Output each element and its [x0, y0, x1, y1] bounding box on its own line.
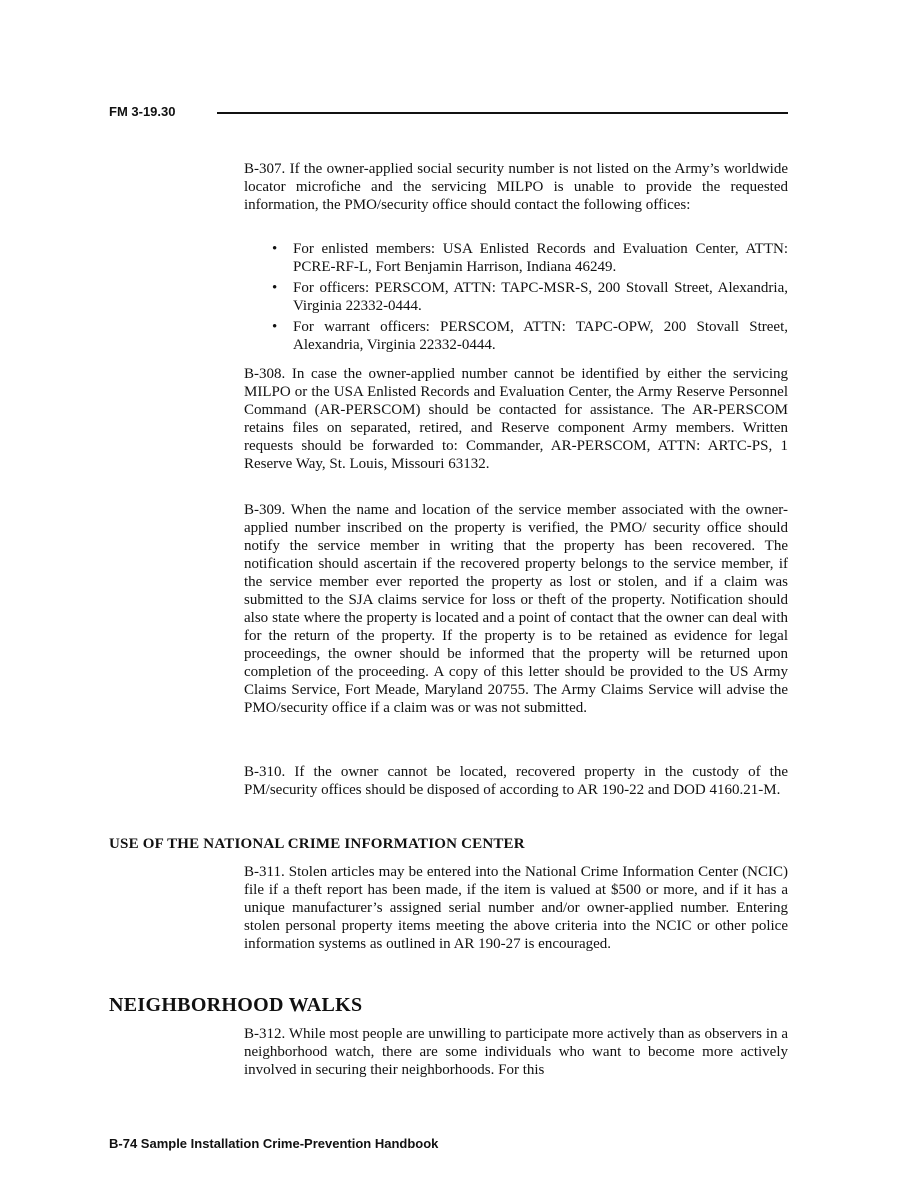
bullet-icon: •: [272, 241, 278, 257]
paragraph-b307: [244, 160, 788, 214]
paragraph-b312: [244, 1025, 788, 1079]
bullet-icon: •: [272, 319, 278, 335]
paragraph-b308: [244, 365, 788, 473]
page-footer: B-74 Sample Installation Crime-Prevention Handbook: [109, 1136, 439, 1151]
paragraph-b310-text: B-310. If the owner cannot be located, recovered property in the custody of the PM/security offices should be disposed of according to AR 190-22 and DOD 4160.21-M.: [244, 764, 788, 798]
page-header: [109, 104, 788, 124]
manual-number: FM 3-19.30: [109, 104, 176, 119]
paragraph-b311-text: B-311. Stolen articles may be entered into the National Crime Information Center (NCIC) file if a theft report has been made, if the item is valued at $500 or more, and if it has a unique manufacturer’s assigned serial number and/or owner-applied number. Entering stolen personal property items meeting the above criteria into the NCIC or other police information systems as outlined in AR 190-27 is encouraged.: [244, 864, 788, 952]
paragraph-b309-text: B-309. When the name and location of the service member associated with the owner-applied number inscribed on the property is verified, the PMO/ security office should notify the service member in writing that the property has been recovered. The notification should ascertain if the recovered property belongs to the service member, if the service member ever reported the property as lost or stolen, and if a claim was submitted to the SJA claims service for loss or theft of the property. Notification should also state where the property is located and a point of contact that the owner can deal with for the return of the property. If the property is to be retained as evidence for legal proceedings, the owner should be informed that the property will be returned upon completion of the proceeding. A copy of this letter should be provided to the US Army Claims Service, Fort Meade, Maryland 20755. The Army Claims Service will advise the PMO/security office if a claim was or was not submitted.: [244, 502, 788, 716]
paragraph-b312-text: B-312. While most people are unwilling to participate more actively than as observers in a neighborhood watch, there are some individuals who want to become more actively involved in securing their neighborhoods. For this: [244, 1026, 788, 1078]
paragraph-b310: [244, 763, 788, 799]
list-item-text: For enlisted members: USA Enlisted Records and Evaluation Center, ATTN: PCRE-RF-L, Fort Benjamin Harrison, Indiana 46249.: [293, 241, 788, 275]
list-item-text: For officers: PERSCOM, ATTN: TAPC-MSR-S, 200 Stovall Street, Alexandria, Virginia 22332-0444.: [293, 280, 788, 314]
paragraph-b309: [244, 501, 788, 717]
section-heading-walks: NEIGHBORHOOD WALKS: [109, 994, 363, 1016]
office-list: [272, 240, 788, 357]
bullet-icon: •: [272, 280, 278, 296]
list-item: [272, 318, 788, 354]
list-item: [272, 240, 788, 276]
header-rule: [217, 112, 788, 114]
list-item-text: For warrant officers: PERSCOM, ATTN: TAPC-OPW, 200 Stovall Street, Alexandria, Virginia 22332-0444.: [293, 319, 788, 353]
paragraph-b308-text: B-308. In case the owner-applied number cannot be identified by either the servicing MILPO or the USA Enlisted Records and Evaluation Center, the Army Reserve Personnel Command (AR-PERSCOM) should be contacted for assistance. The AR-PERSCOM retains files on separated, retired, and Reserve component Army members. Written requests should be forwarded to: Commander, AR-PERSCOM, ATTN: ARTC-PS, 1 Reserve Way, St. Louis, Missouri 63132.: [244, 366, 788, 472]
paragraph-b311: [244, 863, 788, 953]
section-heading-ncic: USE OF THE NATIONAL CRIME INFORMATION CENTER: [109, 836, 525, 852]
list-item: [272, 279, 788, 315]
paragraph-b307-text: B-307. If the owner-applied social security number is not listed on the Army’s worldwide locator microfiche and the servicing MILPO is unable to provide the requested information, the PMO/security office should contact the following offices:: [244, 161, 788, 213]
